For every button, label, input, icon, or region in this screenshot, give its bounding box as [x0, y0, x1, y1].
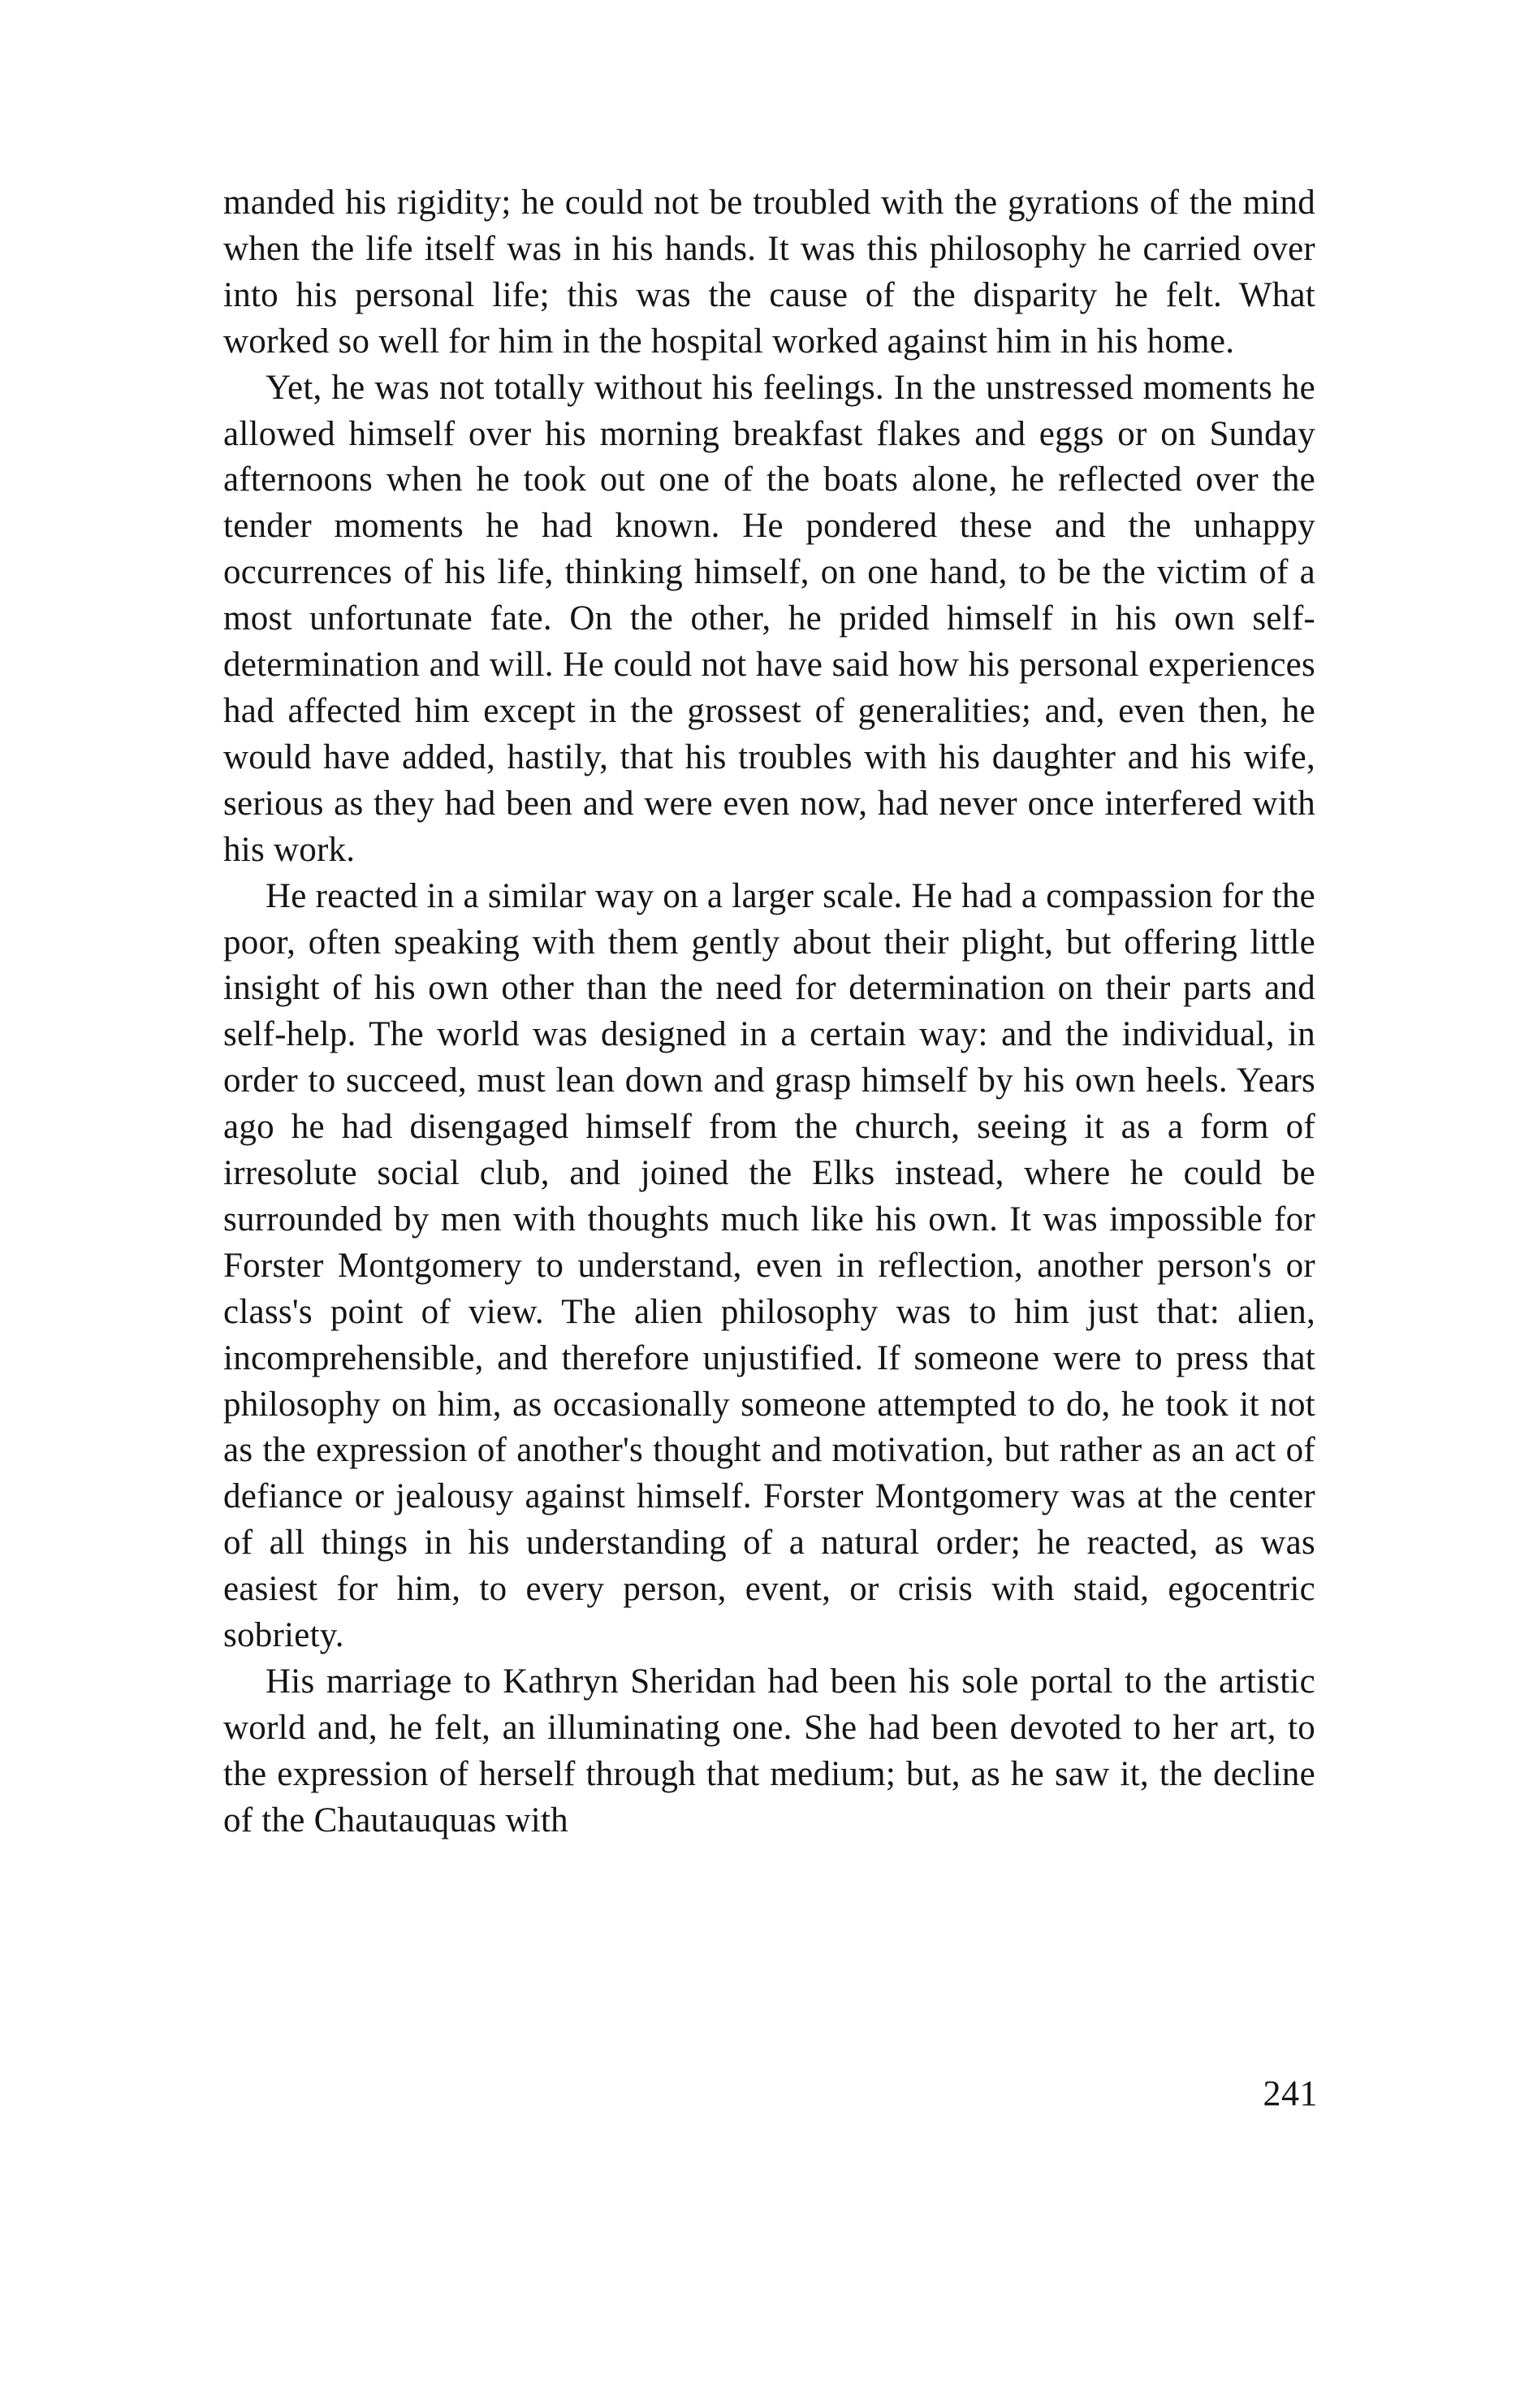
paragraph-4: His marriage to Kathryn Sheridan had been his sole portal to the artistic world and, he felt, an illuminating one. She had been devoted to her art, to the expression of herself through that medium; but, as he saw it, the decline of the Chautauquas with [223, 1662, 1315, 1840]
paragraph-2: Yet, he was not totally without his feelings. In the unstressed moments he allowed himself over his morning breakfast flakes and eggs or on Sunday afternoons when he took out one of the boats alone, he reflected over the tender moments he had known. He pondered these and the unhappy occurrences of his life, thinking himself, on one hand, to be the victim of a most unfortunate fate. On the other, he prided himself in his own self-determination and will. He could not have said how his personal experiences had affected him except in the grossest of generalities; and, even then, he would have added, hastily, that his troubles with his daughter and his wife, serious as they had been and were even now, had never once interfered with his work. [223, 368, 1315, 869]
paragraph-3: He reacted in a similar way on a larger scale. He had a compassion for the poor, often speaking with them gently about their plight, but offering little insight of his own other than the need for determination on their parts and self-help. The world was designed in a certain way: and the individual, in order to succeed, must lean down and grasp himself by his own heels. Years ago he had disengaged himself from the church, seeing it as a form of irresolute social club, and joined the Elks instead, where he could be surrounded by men with thoughts much like his own. It was impossible for Forster Montgomery to understand, even in reflection, another person's or class's point of view. The alien philosophy was to him just that: alien, incomprehensible, and therefore unjustified. If someone were to press that philosophy on him, as occasionally someone attempted to do, he took it not as the expression of another's thought and motivation, but rather as an act of defiance or jealousy against himself. Forster Montgomery was at the center of all things in his understanding of a natural order; he reacted, as was easiest for him, to every person, event, or crisis with staid, egocentric sobriety. [223, 876, 1315, 1655]
page-number: 241 [1263, 2073, 1318, 2113]
paragraph-1: manded his rigidity; he could not be troubled with the gyrations of the mind when the life itself was in his hands. It was this philosophy he carried over into his personal life; this was the cause of the disparity he felt. What worked so well for him in the hospital worked against him in his home. [223, 184, 1315, 361]
body-text [223, 180, 1315, 1844]
